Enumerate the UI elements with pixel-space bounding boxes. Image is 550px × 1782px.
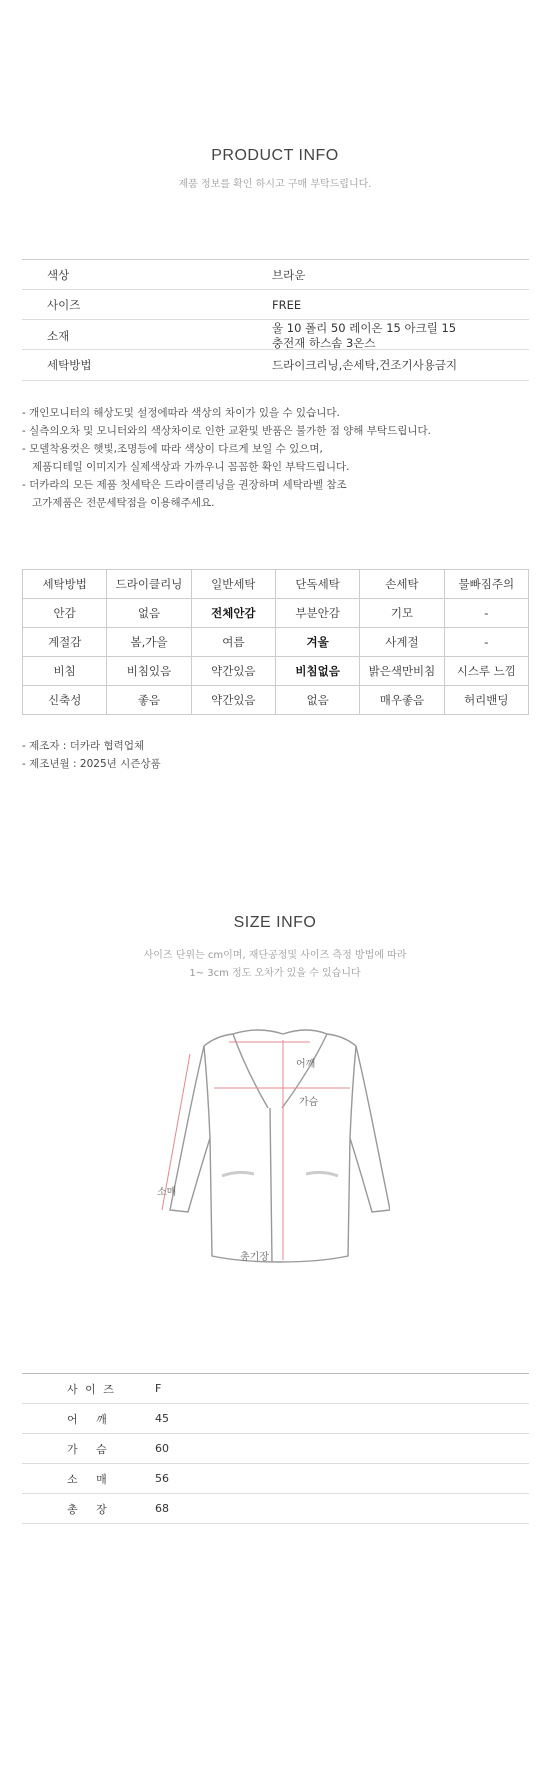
size-table [22, 1373, 529, 1524]
care-grid-row [23, 657, 529, 686]
size-info-sub2: 1~ 3cm 정도 오차가 있을 수 있습니다 [189, 968, 361, 979]
info-value-2: 충전재 하스솜 3온스 [272, 336, 376, 350]
size-value: 60 [155, 1442, 169, 1455]
size-label: 어 깨 [67, 1412, 109, 1426]
care-grid-row [23, 570, 529, 599]
info-label: 색상 [47, 267, 70, 282]
size-row [22, 1374, 529, 1404]
info-row-size [22, 290, 529, 320]
care-grid-cell: 부분안감 [275, 599, 359, 628]
info-label: 소재 [47, 329, 70, 343]
product-info-subtitle: 제품 정보를 확인 하시고 구매 부탁드립니다. [178, 179, 372, 190]
care-grid-cell: 기모 [360, 599, 444, 628]
body-outline [170, 1034, 390, 1262]
product-info-title: PRODUCT INFO [211, 147, 339, 164]
collar-outline-right [283, 1030, 327, 1034]
size-value: 56 [155, 1472, 169, 1485]
care-grid-cell: 손세탁 [360, 570, 444, 599]
size-label: 가 슴 [67, 1442, 109, 1456]
shoulder-label: 어깨 [296, 1059, 316, 1070]
maker-line: - 제조자 : 더카라 협력업체 [22, 740, 145, 752]
care-grid-cell: 봄,가을 [107, 628, 191, 657]
care-grid-cell: 사계절 [360, 628, 444, 657]
care-grid [22, 569, 529, 715]
info-row-color [22, 260, 529, 290]
info-row-washing [22, 350, 529, 381]
note-line: - 개인모니터의 해상도및 설정에따라 색상의 차이가 있을 수 있습니다. [22, 407, 340, 419]
sleeve-label: 소매 [157, 1187, 177, 1198]
care-grid-cell: 전체안감 [191, 599, 275, 628]
care-grid-cell: 허리밴딩 [444, 686, 528, 715]
care-grid-cell: 일반세탁 [191, 570, 275, 599]
care-grid-cell: - [444, 599, 528, 628]
care-grid-cell: 약간있음 [191, 657, 275, 686]
care-grid-cell: 신축성 [23, 686, 107, 715]
sleeve-seams [204, 1046, 356, 1138]
size-value: 45 [155, 1412, 169, 1425]
info-value: 울 10 폴리 50 레이온 15 아크릴 15 [272, 321, 457, 335]
care-grid-cell: 단독세탁 [275, 570, 359, 599]
size-info-title: SIZE INFO [233, 914, 317, 931]
size-row [22, 1464, 529, 1494]
note-line: - 더카라의 모든 제품 첫세탁은 드라이클리닝을 권장하며 세탁라벨 참조 [22, 479, 347, 491]
notes [22, 404, 431, 512]
info-value: 브라운 [272, 267, 306, 282]
care-grid-cell: 약간있음 [191, 686, 275, 715]
size-row [22, 1404, 529, 1434]
size-label: 소 매 [67, 1472, 109, 1486]
chest-label: 가슴 [299, 1097, 319, 1108]
collar-outline [233, 1030, 283, 1034]
size-label: 사 이 즈 [67, 1382, 116, 1396]
size-value: 68 [155, 1502, 169, 1515]
care-grid-cell: 안감 [23, 599, 107, 628]
info-value: 드라이크리닝,손세탁,건조기사용금지 [272, 358, 458, 372]
care-grid-cell: 세탁방법 [23, 570, 107, 599]
front-opening [270, 1108, 272, 1262]
care-grid-cell: 좋음 [107, 686, 191, 715]
care-grid-cell: 비침 [23, 657, 107, 686]
note-line: - 모델착용컷은 햇빛,조명등에 따라 색상이 다르게 보일 수 있으며, [22, 443, 323, 455]
note-line: 고가제품은 전문세탁점을 이용해주세요. [22, 497, 215, 509]
care-grid-cell: 물빠짐주의 [444, 570, 528, 599]
care-grid-row [23, 599, 529, 628]
care-grid-cell: 계절감 [23, 628, 107, 657]
length-label: 총기장 [240, 1252, 269, 1263]
care-grid-cell: - [444, 628, 528, 657]
maker-info [22, 737, 161, 773]
care-grid-cell: 매우좋음 [360, 686, 444, 715]
info-row-material [22, 320, 529, 350]
care-grid-cell: 없음 [107, 599, 191, 628]
care-grid-cell: 시스루 느낌 [444, 657, 528, 686]
care-grid-cell: 비침있음 [107, 657, 191, 686]
care-grid-row [23, 628, 529, 657]
care-grid-cell: 겨울 [275, 628, 359, 657]
care-grid-cell: 여름 [191, 628, 275, 657]
info-label: 사이즈 [47, 297, 81, 312]
info-label: 세탁방법 [47, 358, 92, 372]
care-grid-cell: 없음 [275, 686, 359, 715]
care-grid-row [23, 686, 529, 715]
care-grid-cell: 비침없음 [275, 657, 359, 686]
pockets [222, 1172, 338, 1176]
size-value: F [155, 1382, 162, 1395]
care-grid-cell: 밝은색만비침 [360, 657, 444, 686]
product-info-table [22, 259, 529, 381]
note-line: 제품디테일 이미지가 실제색상과 가까우니 꼼꼼한 확인 부탁드립니다. [22, 461, 350, 473]
note-line: - 실측의오차 및 모니터와의 색상차이로 인한 교환및 반품은 불가한 점 양해 부탁드립니다. [22, 425, 431, 437]
maker-date-line: - 제조년월 : 2025년 시즌상품 [22, 758, 161, 770]
size-row [22, 1494, 529, 1524]
coat-diagram [160, 1020, 390, 1270]
size-label: 총 장 [67, 1502, 109, 1516]
size-info-sub1: 사이즈 단위는 cm이며, 재단공정및 사이즈 측정 방법에 따라 [143, 950, 407, 961]
size-row [22, 1434, 529, 1464]
info-value: FREE [272, 297, 302, 312]
care-grid-cell: 드라이클리닝 [107, 570, 191, 599]
